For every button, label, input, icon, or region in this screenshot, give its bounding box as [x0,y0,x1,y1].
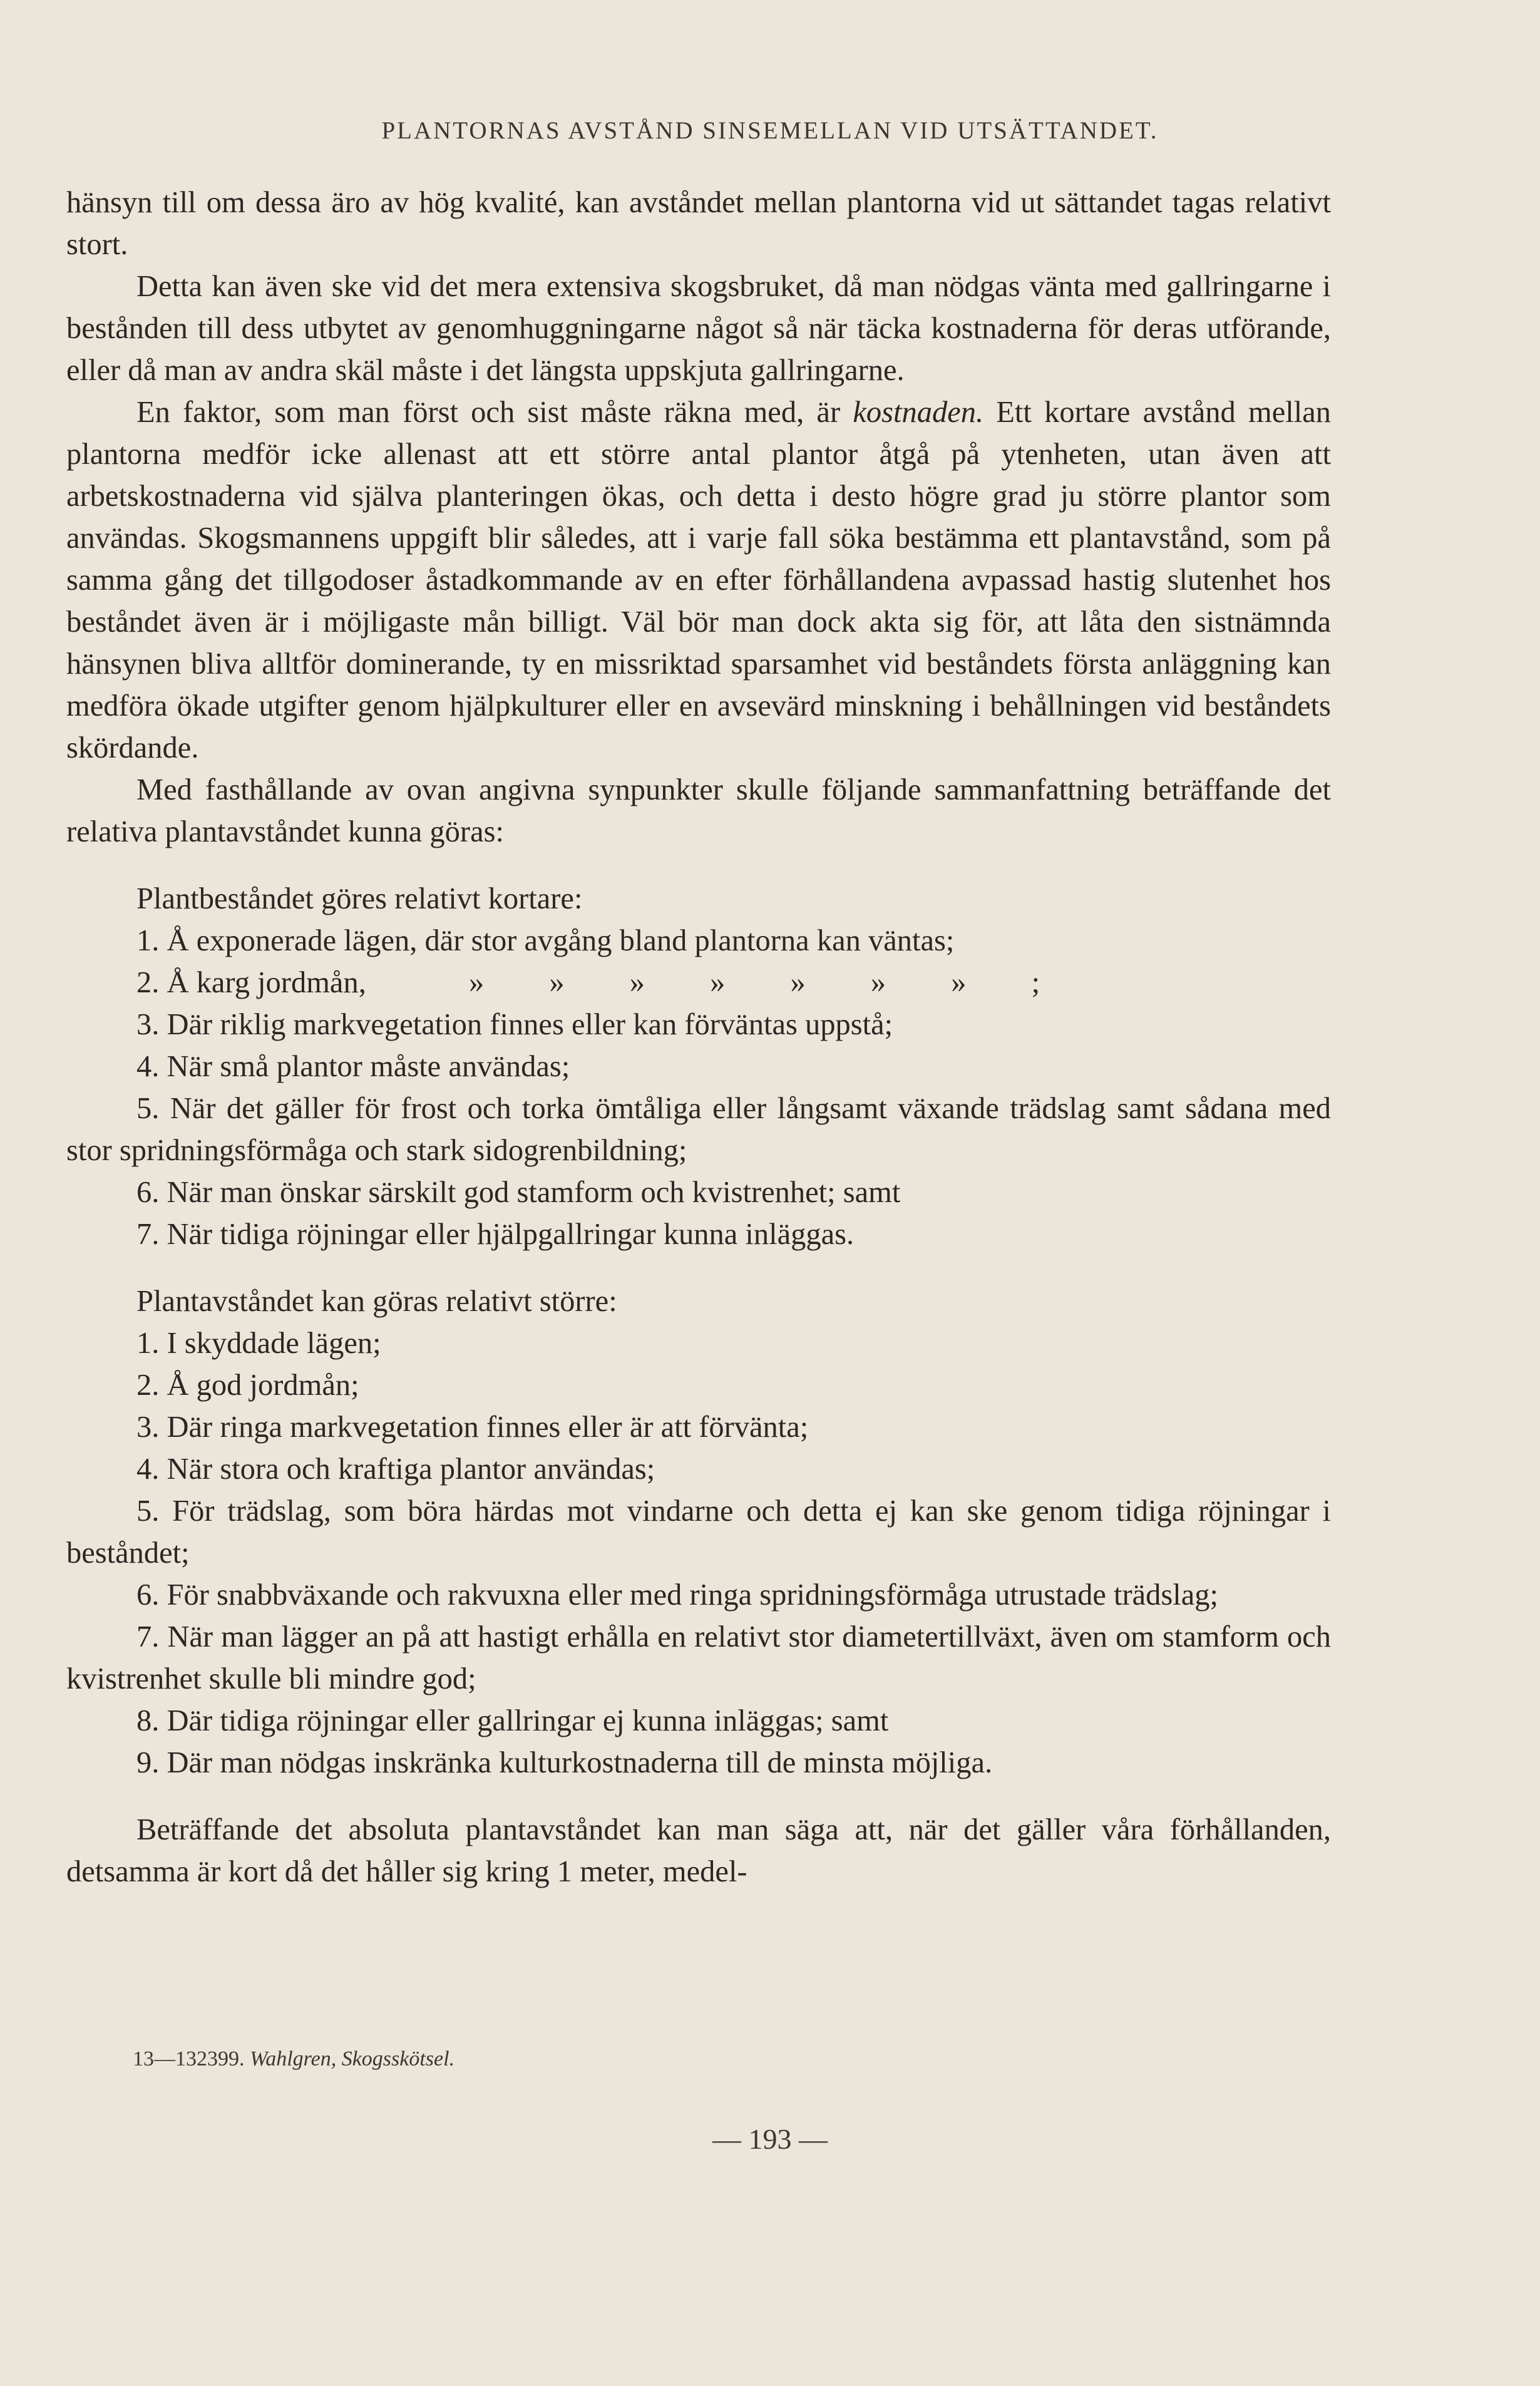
list-item-text: När små plantor måste användas; [167,1050,570,1083]
paragraph-3-end: Ett kortare avstånd mellan plantorna medför icke allenast att ett större antal plantor åtgå på ytenheten, utan även att arbetskostnaderna vid själva planteringen ökas, och detta i desto högre grad ju större plantor som användas. Skogsmannens uppgift blir således, att i varje fall söka bestämma ett plantavstånd, som på samma gång det tillgodoser åstadkommande av en efter förhållandena avpassad hastig slutenhet hos beståndet även är i möjligaste mån billigt. Väl bör man dock akta sig för, att låta den sistnämnda hänsynen bliva alltför dominerande, ty en missriktad sparsamhet vid beståndets första anläggning kan medföra ökade utgifter genom hjälpkulturer eller en avsevärd minskning i behållningen vid beståndets skördande. [66,396,1331,764]
list-item [66,962,1331,1004]
list-item-number: 9. [136,1746,160,1779]
list-item-text: När det gäller för frost och torka ömtåliga eller långsamt växande trädslag samt sådana med stor spridningsförmåga och stark sidogrenbildning; [66,1092,1331,1167]
list-item-text: När man önskar särskilt god stamform och kvistrenhet; samt [167,1176,901,1209]
emphasized-word: kostnaden. [853,396,984,429]
list-item [66,1448,1331,1490]
list-item [66,1088,1331,1171]
list-item [66,1213,1331,1255]
list-item-text: Där ringa markvegetation finnes eller är att förvänta; [167,1411,809,1444]
list-item-number: 3. [136,1008,160,1041]
list-item-number: 7. [136,1218,160,1251]
footnote-reference: Wahlgren, Skogsskötsel. [250,2047,455,2070]
list-item-text: Å god jordmån; [167,1369,359,1402]
list-item-number: 6. [136,1176,160,1209]
list-item-text: Där tidiga röjningar eller gallringar ej kunna inläggas; samt [167,1704,889,1737]
list-item-text: Å karg jordmån, [167,966,366,999]
list-item [66,1574,1331,1616]
list-2 [66,1322,1331,1784]
footnote-code: 13—132399. [133,2047,245,2070]
list-item-number: 4. [136,1050,160,1083]
list-item-number: 6. [136,1578,160,1612]
list-item [66,1046,1331,1088]
list-item-text: När stora och kraftiga plantor användas; [167,1453,655,1486]
running-header: PLANTORNAS AVSTÅND SINSEMELLAN VID UTSÄTTANDET. [381,117,1159,144]
list-item [66,1322,1331,1364]
list-item-text: Å exponerade lägen, där stor avgång bland plantorna kan väntas; [167,924,955,957]
paragraph-2: Detta kan även ske vid det mera extensiva skogsbruket, då man nödgas vänta med gallringarne i bestånden till dess utbytet av genomhuggningarne något så när täcka kostnaderna för deras utförande, eller då man av andra skäl måste i det längsta uppskjuta gallringarne. [66,270,1331,387]
list-item [66,920,1331,962]
list-item-text: För trädslag, som böra härdas mot vindarne och detta ej kan ske genom tidiga röjningar i beståndet; [66,1494,1331,1570]
paragraph-final: Beträffande det absoluta plantavståndet kan man säga att, när det gäller våra förhållanden, detsamma är kort då det håller sig kring 1 meter, medel- [66,1813,1331,1888]
list-item-number: 4. [136,1453,160,1486]
list-2-heading: Plantavståndet kan göras relativt större: [136,1285,617,1318]
list-item-text: Där man nödgas inskränka kulturkostnaderna till de minsta möjliga. [167,1746,993,1779]
list-item [66,1406,1331,1448]
list-item-number: 2. [136,966,160,999]
list-item-number: 8. [136,1704,160,1737]
list-item-number: 1. [136,924,160,957]
list-item-text: I skyddade lägen; [167,1327,381,1360]
list-item-number: 5. [136,1494,160,1528]
list-1 [66,920,1331,1255]
list-item [66,1364,1331,1406]
paragraph-1: hänsyn till om dessa äro av hög kvalité, kan avståndet mellan plantorna vid ut sättandet tagas relativt stort. [66,186,1331,261]
list-item [66,1490,1331,1574]
list-item-number: 7. [136,1620,160,1653]
list-item-text: Där riklig markvegetation finnes eller kan förväntas uppstå; [167,1008,893,1041]
list-item [66,1742,1331,1784]
body-text [66,182,1331,1893]
paragraph-3 [66,391,1331,769]
paragraph-3-start: En faktor, som man först och sist måste räkna med, är [136,396,853,429]
list-item-number: 3. [136,1411,160,1444]
paragraph-4: Med fasthållande av ovan angivna synpunkter skulle följande sammanfattning beträffande det relativa plantavståndet kunna göras: [66,773,1331,848]
list-item-number: 2. [136,1369,160,1402]
list-item-number: 1. [136,1327,160,1360]
list-item [66,1616,1331,1700]
list-item-text: För snabbväxande och rakvuxna eller med ringa spridningsförmåga utrustade trädslag; [167,1578,1218,1612]
list-1-heading: Plantbeståndet göres relativt kortare: [136,882,583,915]
ditto-marks: » » » » » » » ; [468,966,1040,999]
list-item [66,1171,1331,1213]
list-item-text: När tidiga röjningar eller hjälpgallringar kunna inläggas. [167,1218,855,1251]
list-item-text: När man lägger an på att hastigt erhålla en relativt stor diametertillväxt, även om stamform och kvistrenhet skulle bli mindre god; [66,1620,1331,1695]
footnote [133,2047,454,2071]
list-item [66,1700,1331,1742]
page-number: — 193 — [712,2123,828,2155]
list-item-number: 5. [136,1092,160,1125]
list-item [66,1004,1331,1046]
